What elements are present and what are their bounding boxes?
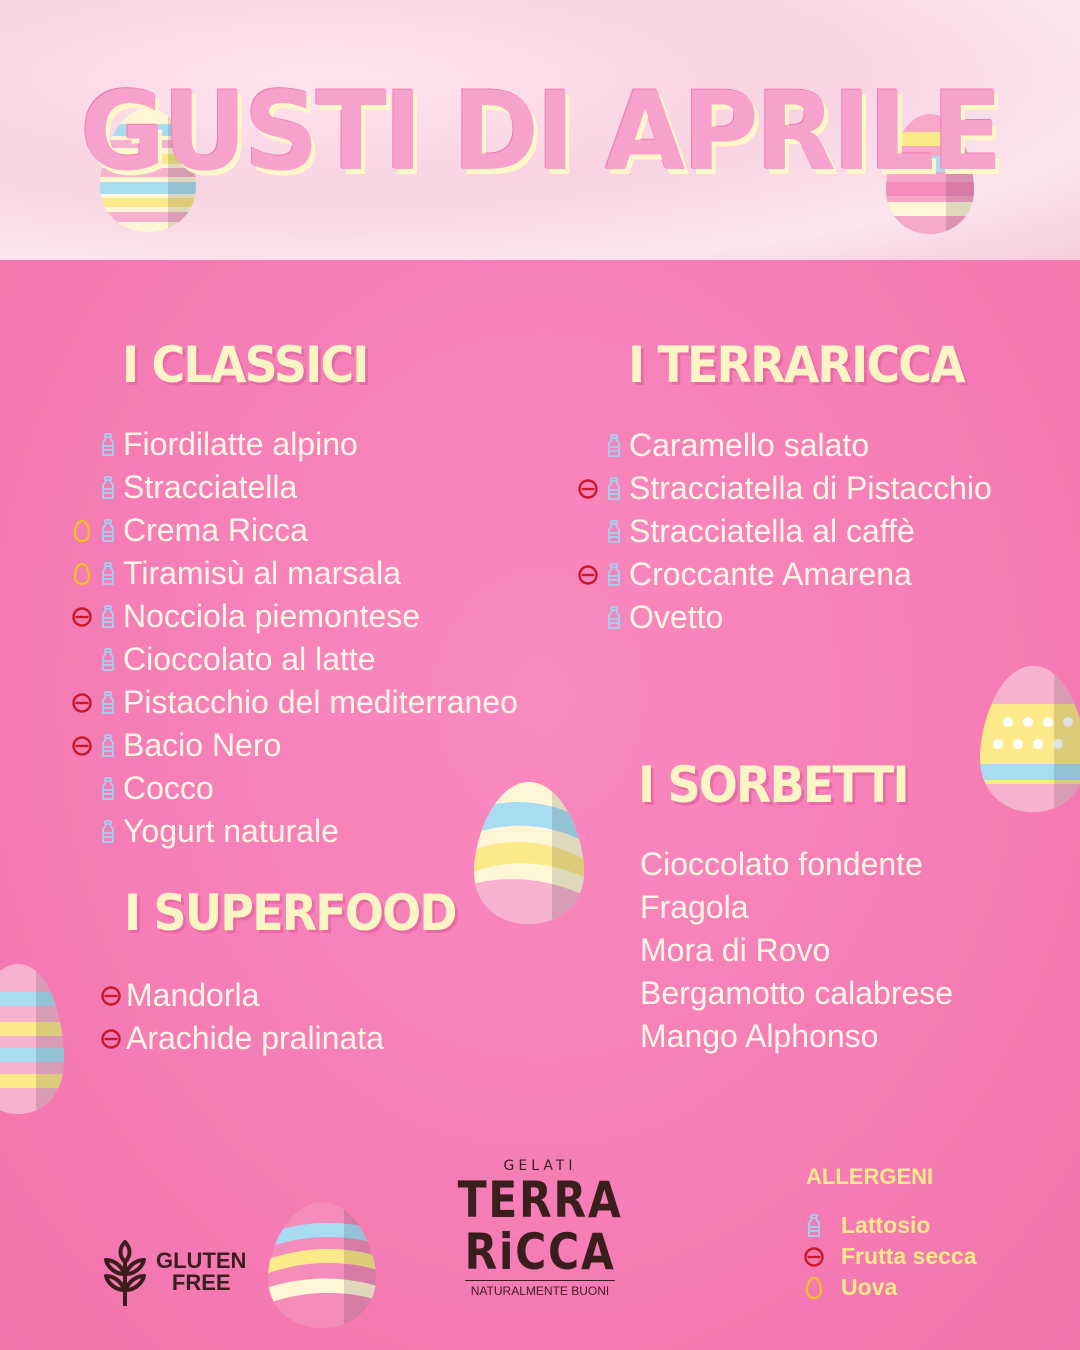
flavor-name: Yogurt naturale xyxy=(123,813,339,849)
egg-allergen-icon xyxy=(71,562,93,586)
allergen-icons xyxy=(96,974,122,1017)
bottle-icon xyxy=(97,648,119,672)
bottle-icon xyxy=(97,562,119,586)
section-title-superfood: I SUPERFOOD xyxy=(124,884,456,942)
flavor-name: Mandorla xyxy=(126,977,260,1013)
flavor-name: Bacio Nero xyxy=(123,727,282,763)
logo-line2: RiCCA xyxy=(464,1223,616,1281)
egg-allergen-icon xyxy=(71,519,93,543)
flavor-name: Mango Alphonso xyxy=(640,1018,879,1054)
allergen-icons xyxy=(67,595,119,638)
easter-egg-icon xyxy=(266,1200,378,1330)
easter-egg-icon xyxy=(978,664,1080,814)
bottle-icon xyxy=(603,520,625,544)
bottle-icon xyxy=(603,434,625,458)
allergen-icons xyxy=(67,681,119,724)
allergen-icons xyxy=(67,552,119,595)
bottle-icon xyxy=(97,820,119,844)
flavor-name: Stracciatella xyxy=(123,469,298,505)
bottle-icon xyxy=(97,734,119,758)
flavor-name: Cioccolato al latte xyxy=(123,641,376,677)
flavor-name: Bergamotto calabrese xyxy=(640,975,954,1011)
allergen-icons xyxy=(93,423,119,466)
flavor-name: Arachide pralinata xyxy=(126,1020,384,1056)
legend-item-frutta-secca xyxy=(803,1241,977,1272)
nut-icon xyxy=(100,985,122,1007)
nut-icon xyxy=(71,735,93,757)
section-title-classici: I CLASSICI xyxy=(122,336,368,394)
allergen-icons xyxy=(573,553,625,596)
allergen-icons xyxy=(599,596,625,639)
allergen-icons xyxy=(67,724,119,767)
allergen-icons xyxy=(96,1017,122,1060)
gluten-free-line2: FREE xyxy=(171,1270,231,1295)
gluten-free-badge xyxy=(100,1236,246,1308)
easter-egg-icon xyxy=(472,780,586,926)
legend-label: Frutta secca xyxy=(841,1243,977,1269)
nut-icon xyxy=(577,478,599,500)
flavor-name: Pistacchio del mediterraneo xyxy=(123,684,518,720)
allergens-legend xyxy=(803,1210,977,1303)
bottle-icon xyxy=(97,605,119,629)
flavor-name: Fragola xyxy=(640,889,749,925)
section-title-sorbetti: I SORBETTI xyxy=(638,756,908,814)
flavor-name: Fiordilatte alpino xyxy=(123,426,358,462)
nut-icon xyxy=(100,1028,122,1050)
flavor-name: Caramello salato xyxy=(629,427,870,463)
allergen-icons xyxy=(93,638,119,681)
flavor-name: Stracciatella al caffè xyxy=(629,513,915,549)
bottle-icon xyxy=(603,563,625,587)
brand-logo xyxy=(440,1158,640,1298)
bottle-icon xyxy=(97,476,119,500)
legend-item-lattosio xyxy=(803,1210,977,1241)
nut-icon xyxy=(71,606,93,628)
bottle-icon xyxy=(97,433,119,457)
page-title: GUSTI DI APRILE xyxy=(80,66,1000,196)
allergen-icons xyxy=(93,767,119,810)
bottle-icon xyxy=(803,1214,825,1238)
allergen-icons xyxy=(573,467,625,510)
logo-top-text: GELATI xyxy=(503,1158,577,1174)
flavor-name: Cioccolato fondente xyxy=(640,846,923,882)
logo-line1: TERRA xyxy=(457,1171,623,1229)
egg-allergen-icon xyxy=(803,1276,825,1300)
flavor-name: Stracciatella di Pistacchio xyxy=(629,470,992,506)
wheat-icon xyxy=(100,1236,150,1308)
flavor-name: Nocciola piemontese xyxy=(123,598,421,634)
nut-icon xyxy=(803,1246,825,1268)
allergen-icons xyxy=(599,424,625,467)
allergen-icons xyxy=(93,810,119,853)
allergen-icons xyxy=(67,509,119,552)
flavor-name: Tiramisù al marsala xyxy=(123,555,401,591)
flavor-name: Ovetto xyxy=(629,599,724,635)
legend-label: Uova xyxy=(841,1274,898,1300)
logo-tagline: NATURALMENTE BUONI xyxy=(465,1280,615,1298)
section-title-terraricca: I TERRARICCA xyxy=(628,336,964,394)
nut-icon xyxy=(71,692,93,714)
flavor-name: Cocco xyxy=(123,770,214,806)
flavor-name: Mora di Rovo xyxy=(640,932,831,968)
gluten-free-line1: GLUTEN xyxy=(156,1248,247,1273)
allergens-legend-title: ALLERGENI xyxy=(806,1164,934,1189)
bottle-icon xyxy=(97,519,119,543)
bottle-icon xyxy=(603,477,625,501)
bottle-icon xyxy=(603,606,625,630)
bottle-icon xyxy=(97,777,119,801)
flavor-name: Crema Ricca xyxy=(123,512,308,548)
nut-icon xyxy=(577,564,599,586)
legend-label: Lattosio xyxy=(841,1212,931,1238)
allergen-icons xyxy=(93,466,119,509)
flavor-name: Croccante Amarena xyxy=(629,556,912,592)
legend-item-uova xyxy=(803,1272,977,1303)
bottle-icon xyxy=(97,691,119,715)
allergen-icons xyxy=(599,510,625,553)
easter-egg-icon xyxy=(0,962,66,1116)
